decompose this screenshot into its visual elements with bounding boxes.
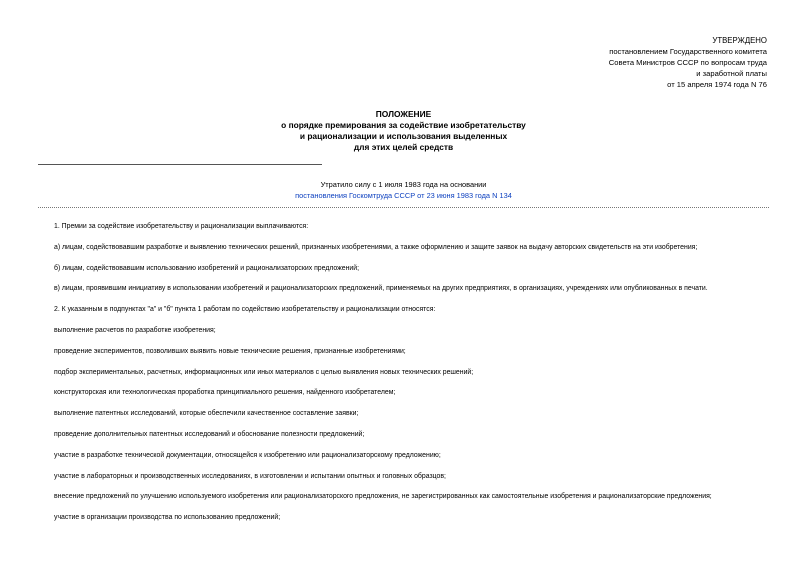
paragraph: внесение предложений по улучшению используемого изобретения или рационализаторского предложения, не зарегистрированных как самостоятельные изобретения и рационализаторские предложения; — [54, 493, 712, 501]
paragraph: в) лицам, проявившим инициативу в использовании изобретений и рационализаторских предложений, применяемых на других предприятиях, в организациях, учреждениях или опубликованных в печати. — [54, 285, 708, 293]
paragraph: 1. Премии за содействие изобретательству и рационализации выплачиваются: — [54, 223, 309, 230]
title-divider — [38, 164, 322, 165]
approval-date: от 15 апреля 1974 года N 76 — [667, 80, 767, 89]
title-line: и рационализации и использования выделенных — [299, 131, 508, 141]
paragraph: выполнение расчетов по разработке изобретения; — [54, 326, 216, 334]
revocation-link[interactable]: постановления Госкомтруда СССР от 23 июня 1983 года N 134 — [295, 191, 512, 200]
approval-line: Совета Министров СССР по вопросам труда — [608, 58, 767, 67]
document-body — [54, 223, 787, 535]
approval-stamp — [609, 35, 767, 90]
document-title — [0, 109, 807, 153]
paragraph: участие в лабораторных и производственных исследованиях, в изготовлении и испытании опытных и головных образцов; — [54, 472, 446, 480]
title-line: ПОЛОЖЕНИЕ — [375, 109, 432, 119]
paragraph: а) лицам, содействовавшим разработке и выявлению технических решений, признанных изобретениями, а также оформлению и защите заявок на выдачу авторских свидетельств на эти изобретения; — [54, 243, 698, 251]
paragraph: проведение дополнительных патентных исследований и обоснование полезности предложений; — [54, 430, 365, 438]
approval-heading: УТВЕРЖДЕНО — [712, 36, 767, 45]
paragraph: б) лицам, содействовавшим использованию изобретений и рационализаторских предложений; — [54, 264, 360, 272]
title-line: о порядке премирования за содействие изобретательству — [281, 120, 526, 130]
title-line: для этих целей средств — [353, 142, 454, 152]
revocation-note — [0, 179, 807, 201]
paragraph: проведение экспериментов, позволивших выявить новые технические решения, признанные изобретениями; — [54, 347, 406, 355]
header-divider — [38, 207, 769, 208]
paragraph: выполнение патентных исследований, которые обеспечили качественное составление заявки; — [54, 410, 359, 418]
approval-line: постановлением Государственного комитета — [609, 47, 767, 56]
paragraph: подбор экспериментальных, расчетных, информационных или иных материалов с целью выявления новых технических решений; — [54, 368, 474, 376]
revocation-text: Утратило силу с 1 июля 1983 года на основании — [320, 180, 487, 189]
approval-line: и заработной платы — [696, 69, 767, 78]
paragraph: 2. К указанным в подпунктах "а" и "б" пункта 1 работам по содействию изобретательству и рационализации относятся: — [54, 306, 436, 314]
paragraph: конструкторская или технологическая проработка принципиального решения, найденного изобретателем; — [54, 389, 396, 397]
paragraph: участие в организации производства по использованию предложений; — [54, 514, 281, 522]
paragraph: участие в разработке технической документации, относящейся к изобретению или рационализаторскому предложению; — [54, 451, 441, 459]
